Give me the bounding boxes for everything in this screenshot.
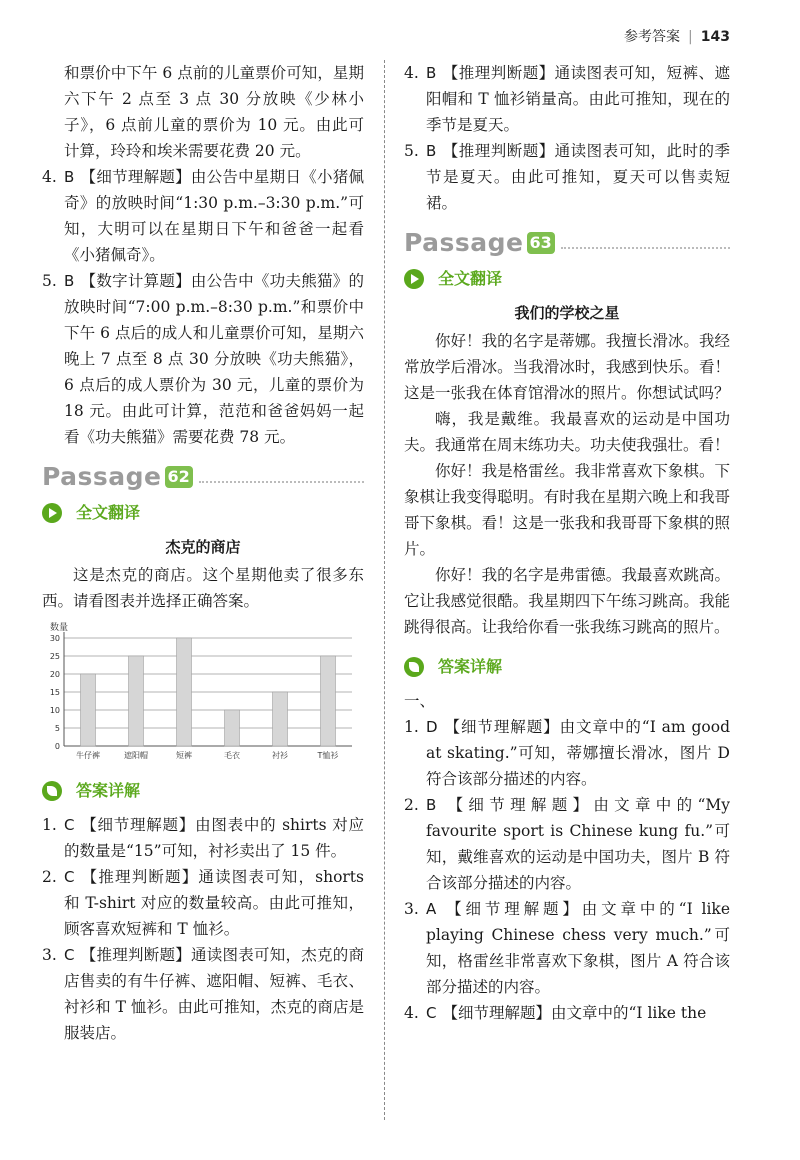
- answer-letter: C: [426, 1004, 437, 1022]
- article-paragraph: 这是杰克的商店。这个星期他卖了很多东西。请看图表并选择正确答案。: [42, 566, 364, 610]
- explanation-text: 【细节理解题】由图表中的 shirts 对应的数量是“15”可知，衬衫卖出了 15 件。: [64, 816, 364, 860]
- passage-number: 62: [165, 466, 193, 488]
- question-number: 2.: [42, 868, 57, 886]
- explanation-text: 【推理判断题】通读图表可知，短裤、遮阳帽和 T 恤衫销量高。由此可推知，现在的季节是夏天。: [426, 64, 730, 134]
- passage-heading-63: [404, 230, 730, 256]
- explanation-text: 【推理判断题】通读图表可知，此时的季节是夏天。由此可推知，夏天可以售卖短裙。: [426, 142, 730, 212]
- bar: [273, 692, 288, 746]
- y-tick-label: 15: [49, 688, 60, 697]
- explanation-text: 【细节理解题】由文章中的“I am good at skating.”可知，蒂娜擅长滑冰，图片 D 符合该部分描述的内容。: [426, 718, 730, 788]
- question-number: 1.: [404, 718, 419, 736]
- dotted-rule: [561, 247, 730, 249]
- explanation-text: 【细节理解题】由文章中的“I like the: [442, 1004, 707, 1022]
- part-label: 一、: [404, 692, 436, 710]
- passage-number: 63: [527, 232, 555, 254]
- question-number: 3.: [42, 946, 57, 964]
- leaf-icon: [404, 657, 424, 677]
- passage-heading-62: [42, 464, 364, 490]
- answer-item: [42, 942, 364, 1046]
- bar-chart-svg: [42, 620, 364, 768]
- question-number: 2.: [404, 796, 419, 814]
- header-separator: |: [688, 29, 693, 45]
- question-number: 5.: [42, 272, 57, 290]
- y-axis-label: 数量: [50, 623, 69, 633]
- column-divider: [384, 60, 385, 1120]
- explanation-text: 【推理判断题】通读图表可知，shorts 和 T-shirt 对应的数量较高。由此可推知，顾客喜欢短裤和 T 恤衫。: [64, 868, 364, 938]
- translation-heading-label: 全文翻译: [438, 269, 503, 288]
- passage-word: Passage: [404, 228, 524, 257]
- x-tick-label: 短裤: [176, 751, 192, 760]
- y-tick-label: 10: [49, 706, 60, 715]
- y-tick-label: 0: [54, 742, 60, 751]
- header-section: 参考答案: [624, 29, 681, 45]
- x-tick-label: 牛仔裤: [76, 751, 100, 760]
- question-number: 3.: [404, 900, 419, 918]
- leaf-icon: [42, 781, 62, 801]
- explanation-text: 【细节理解题】由文章中的“My favourite sport is Chinese kung fu.”可知，戴维喜欢的运动是中国功夫，图片 B 符合该部分描述的内容。: [426, 796, 730, 892]
- question-item: [404, 60, 730, 138]
- answer-letter: B: [64, 272, 75, 290]
- x-tick-label: 衬衫: [272, 751, 288, 760]
- left-column: [42, 60, 364, 1046]
- answer-letter: C: [64, 946, 75, 964]
- explanation-text: 【细节理解题】由公告中星期日《小猪佩奇》的放映时间“1:30 p.m.–3:30 p.m.”可知，大明可以在星期日下午和爸爸一起看《小猪佩奇》。: [64, 168, 364, 264]
- article-title: 我们的学校之星: [514, 304, 620, 322]
- answers-heading: [404, 654, 730, 680]
- answer-letter: B: [64, 168, 75, 186]
- question-item: [42, 268, 364, 450]
- bar-chart: [42, 620, 364, 768]
- dotted-rule: [199, 481, 364, 483]
- answer-letter: B: [426, 796, 437, 814]
- answers-heading-label: 答案详解: [76, 781, 141, 800]
- answer-item: [404, 1000, 730, 1026]
- passage-word: Passage: [42, 462, 162, 491]
- bar: [321, 656, 336, 746]
- answer-item: [42, 864, 364, 942]
- article-paragraph: 你好！我是格雷丝。我非常喜欢下象棋。下象棋让我变得聪明。有时我在星期六晚上和我哥哥下象棋。看！这是一张我和我哥哥下象棋的照片。: [404, 462, 730, 558]
- explanation-text: 【推理判断题】通读图表可知，杰克的商店售卖的有牛仔裤、遮阳帽、短裤、毛衣、衬衫和 T 恤衫。由此可推知，杰克的商店是服装店。: [64, 946, 364, 1042]
- question-number: 5.: [404, 142, 419, 160]
- translation-heading: [404, 266, 730, 292]
- answer-item: [404, 714, 730, 792]
- answer-item: [404, 792, 730, 896]
- question-number: 4.: [404, 1004, 419, 1022]
- play-icon: [42, 503, 62, 523]
- article-paragraph: 嗨，我是戴维。我最喜欢的运动是中国功夫。我通常在周末练功夫。功夫使我强壮。看！: [404, 410, 730, 454]
- play-icon: [404, 269, 424, 289]
- page-number: 143: [700, 29, 730, 45]
- answers-heading: [42, 778, 364, 804]
- article-paragraph: 你好！我的名字是蒂娜。我擅长滑冰。我经常放学后滑冰。当我滑冰时，我感到快乐。看！这是一张我在体育馆滑冰的照片。你想试试吗？: [404, 332, 730, 402]
- explanation-text: 【细节理解题】由文章中的“I like playing Chinese chess very much.”可知，格雷丝非常喜欢下象棋，图片 A 符合该部分描述的内容。: [426, 900, 730, 996]
- answer-letter: B: [426, 64, 437, 82]
- translation-heading-label: 全文翻译: [76, 503, 141, 522]
- translation-heading: [42, 500, 364, 526]
- y-tick-label: 20: [49, 670, 60, 679]
- x-tick-label: 遮阳帽: [124, 751, 148, 760]
- explanation-text: 【数字计算题】由公告中《功夫熊猫》的放映时间“7:00 p.m.–8:30 p.m.”和票价中下午 6 点后的成人和儿童票价可知，星期六晚上 7 点至 8 点 30 分放映《功夫熊猫》，6 点后的成人票价为 30 元，儿童的票价为 18 元。由此可计算，范范和爸爸妈妈一起看《功夫熊猫》需要花费 78 元。: [64, 272, 364, 446]
- y-tick-label: 5: [54, 724, 60, 733]
- answer-letter: C: [64, 816, 75, 834]
- answer-letter: C: [64, 868, 75, 886]
- article-paragraph: 你好！我的名字是弗雷德。我最喜欢跳高。它让我感觉很酷。我星期四下午练习跳高。我能跳得很高。让我给你看一张我练习跳高的照片。: [404, 566, 730, 636]
- article-title: 杰克的商店: [165, 538, 241, 556]
- answers-heading-label: 答案详解: [438, 657, 503, 676]
- y-tick-label: 25: [49, 652, 60, 661]
- answer-letter: A: [426, 900, 437, 918]
- answer-item: [404, 896, 730, 1000]
- answer-letter: B: [426, 142, 437, 160]
- x-tick-label: T恤衫: [317, 751, 339, 760]
- question-item: [404, 138, 730, 216]
- right-column: [404, 60, 730, 1026]
- bar: [225, 710, 240, 746]
- question-number: 4.: [42, 168, 57, 186]
- bar: [129, 656, 144, 746]
- continued-text: 和票价中下午 6 点前的儿童票价可知，星期六下午 2 点至 3 点 30 分放映《少林小子》，6 点前儿童的票价为 10 元。由此可计算，玲玲和埃米需要花费 20 元。: [64, 64, 364, 160]
- question-item: [42, 164, 364, 268]
- question-number: 4.: [404, 64, 419, 82]
- x-tick-label: 毛衣: [224, 751, 240, 760]
- bar: [177, 638, 192, 746]
- y-tick-label: 30: [49, 634, 60, 643]
- bar: [81, 674, 96, 746]
- page-header: [624, 26, 730, 46]
- question-number: 1.: [42, 816, 57, 834]
- answer-letter: D: [426, 718, 438, 736]
- answer-item: [42, 812, 364, 864]
